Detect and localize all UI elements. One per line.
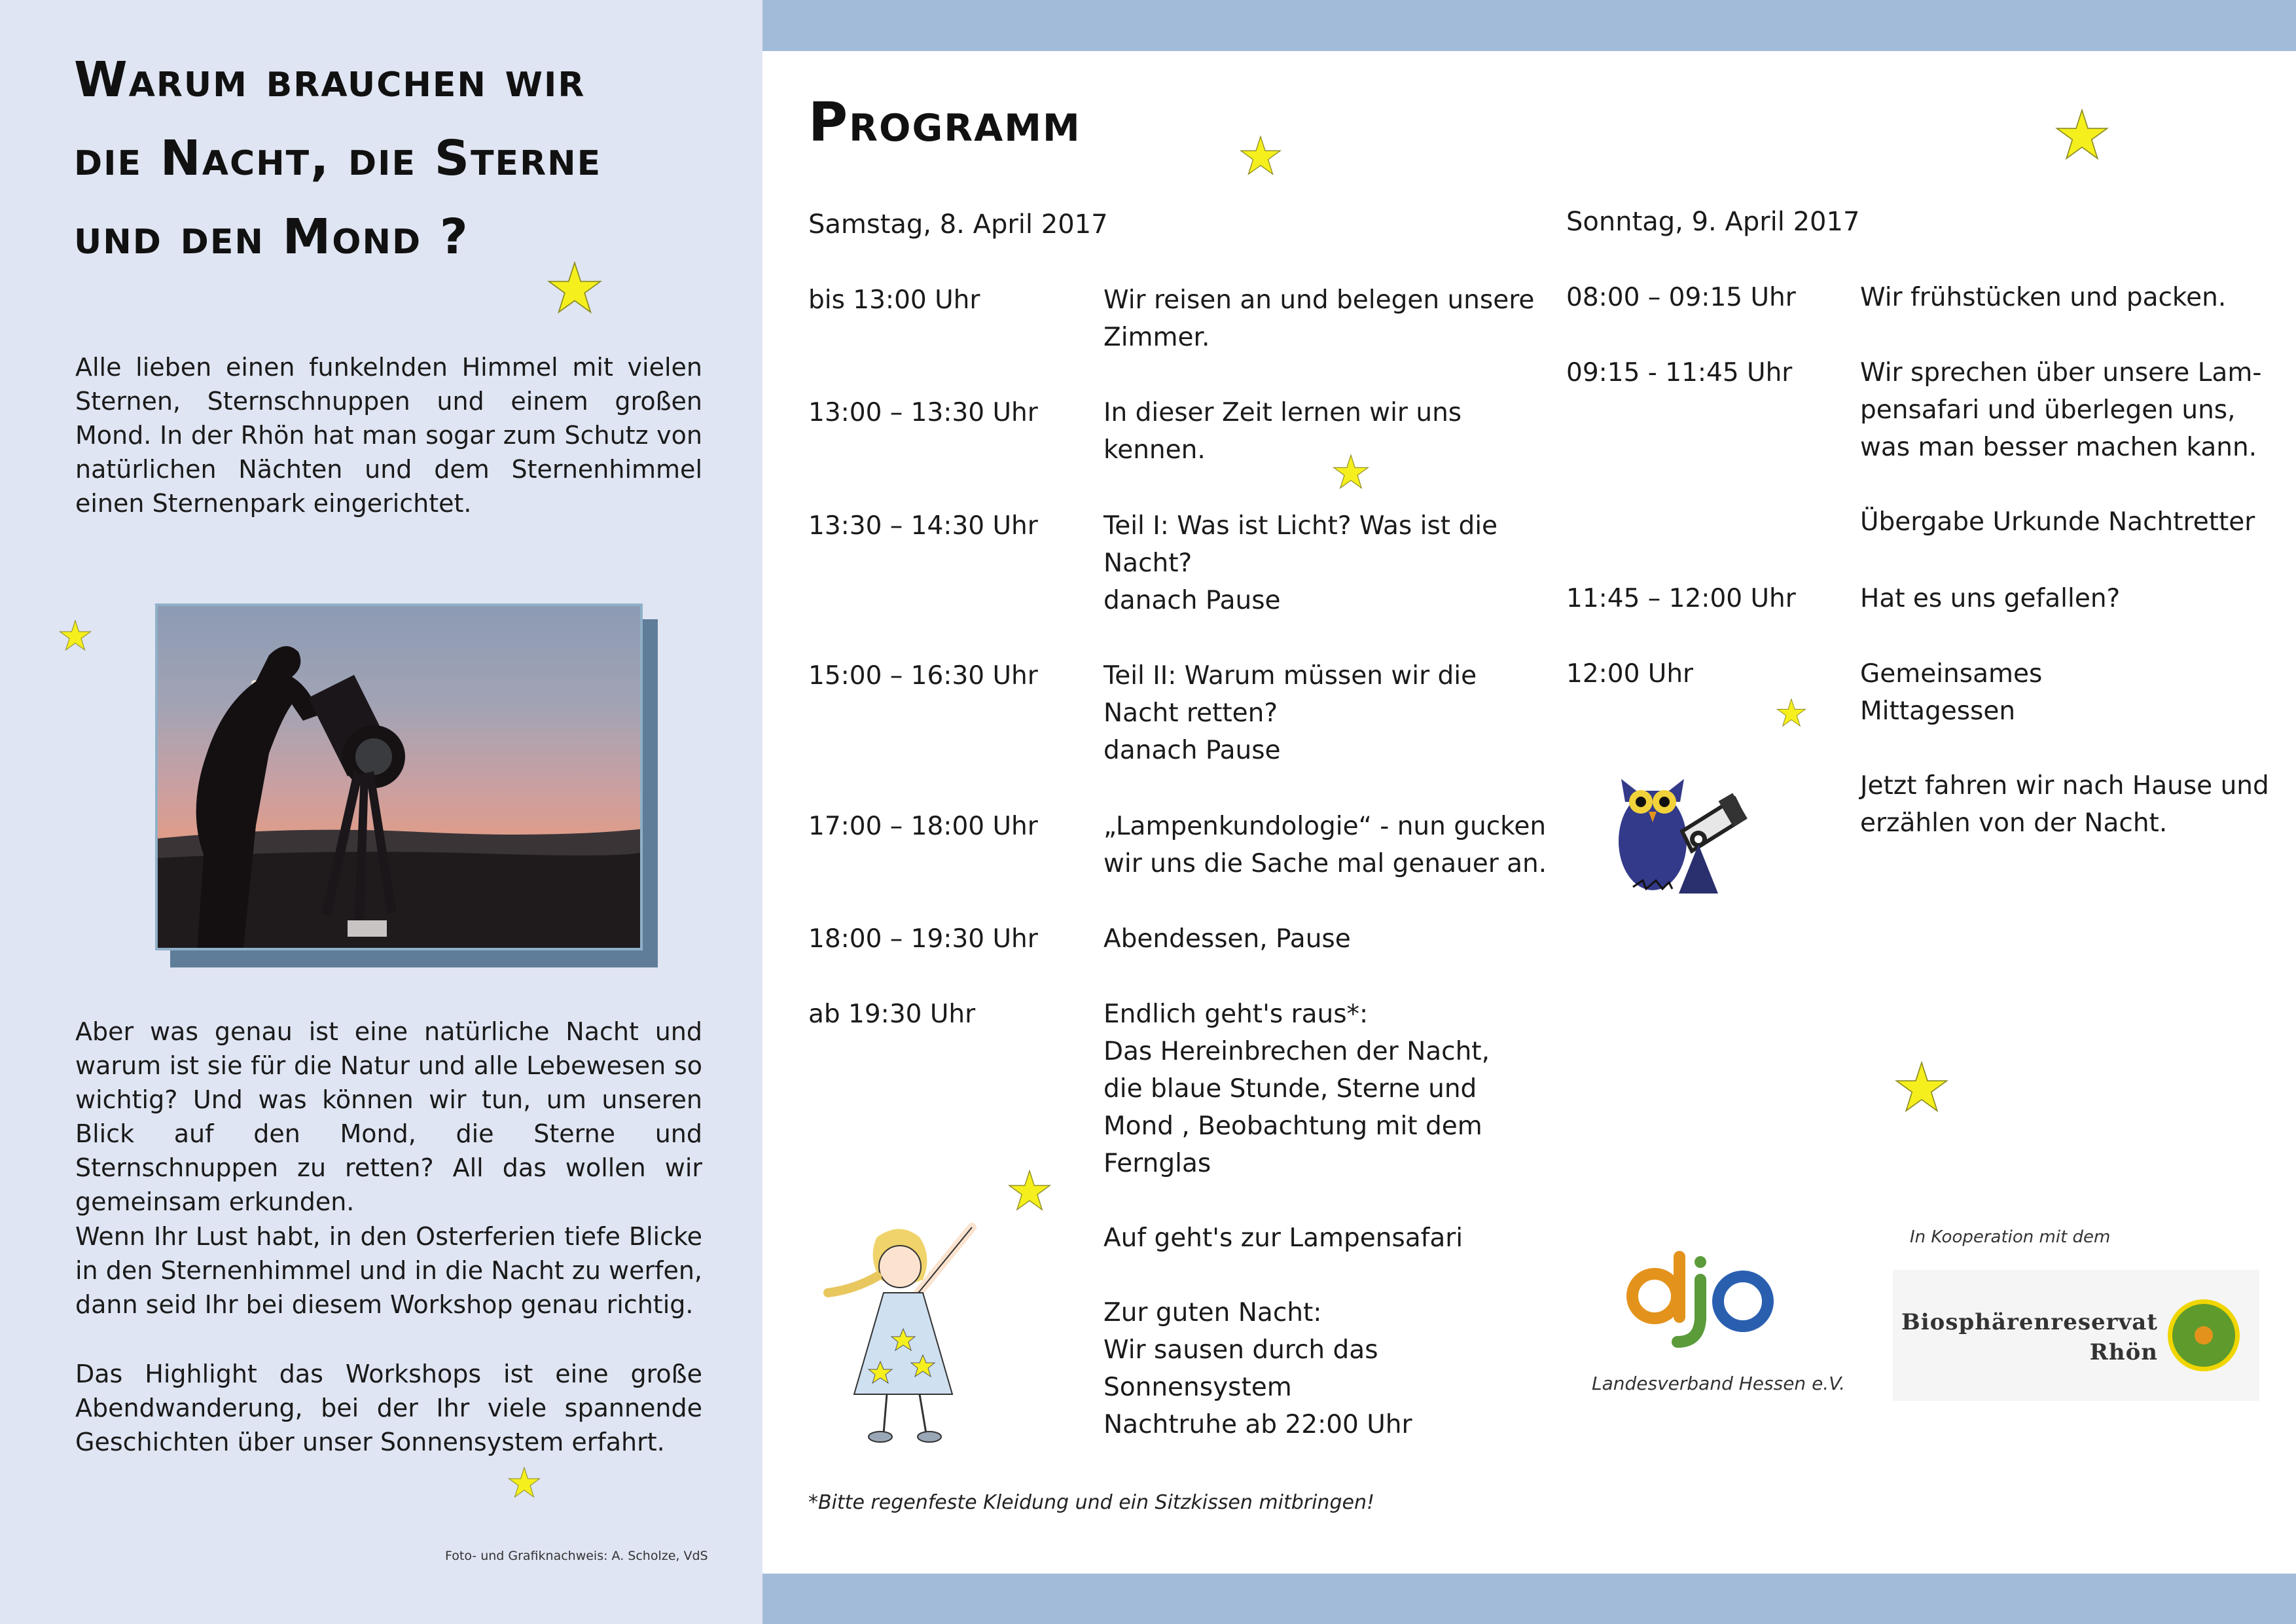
sat-text-line: die blaue Stunde, Sterne und: [1103, 1074, 1477, 1104]
question-paragraph: Aber was genau ist eine natürliche Nacht und warum ist sie für die Natur und alle Lebewesen so wichtig? Und was können wir tun, um unseren Blick auf den Mond, die Sterne und Sternschnuppen zu retten? All das wollen wir gemeinsam erkunden.: [75, 1017, 702, 1216]
sun-text-line: Wir sprechen über unsere Lam-: [1860, 358, 2262, 388]
sat-text-spacer: [1103, 1182, 1490, 1219]
star-icon: [1776, 698, 1806, 728]
sat-time-4: 15:00 – 16:30 Uhr: [808, 661, 1038, 691]
sat-text-line: Sonnensystem: [1103, 1373, 1292, 1402]
sun-time-4: 12:00 Uhr: [1566, 659, 1694, 689]
star-icon: [1895, 1060, 1948, 1114]
sat-text-line: Nacht?: [1103, 549, 1193, 578]
sat-text-line: Teil I: Was ist Licht? Was ist die: [1103, 511, 1498, 541]
footnote: *Bitte regenfeste Kleidung und ein Sitzkissen mitbringen!: [808, 1491, 1374, 1514]
sun-text-line: was man besser machen kann.: [1860, 433, 2257, 462]
sunday-heading: Sonntag, 9. April 2017: [1566, 207, 1860, 237]
sat-text-5: [1103, 808, 1547, 882]
sun-text-line: Mittagessen: [1860, 696, 2016, 726]
girl-pointing-icon: [815, 1218, 998, 1448]
sat-text-4: [1103, 657, 1477, 769]
owl-telescope-icon: [1607, 759, 1751, 898]
sun-text-line: Übergabe Urkunde Nachtretter: [1860, 507, 2255, 537]
biosphere-emblem-icon: [2168, 1299, 2240, 1371]
sat-text-line: Das Hereinbrechen der Nacht,: [1103, 1037, 1490, 1066]
star-icon: [1240, 135, 1282, 177]
sun-text-spacer: [1860, 466, 2261, 503]
sun-text-2: [1860, 354, 2261, 541]
sat-text-3: [1103, 507, 1498, 619]
sun-time-1: 08:00 – 09:15 Uhr: [1566, 283, 1796, 312]
sat-text-line: danach Pause: [1103, 586, 1281, 615]
sat-text-line: Endlich geht's raus*:: [1103, 1000, 1369, 1029]
sat-text-line: Zimmer.: [1103, 323, 1210, 352]
left-title-line: die Nacht, die Sterne: [74, 130, 602, 187]
sat-time-6: 18:00 – 19:30 Uhr: [808, 924, 1038, 954]
sat-text-6: [1103, 920, 1351, 958]
djo-logo-icon: [1622, 1244, 1779, 1348]
sat-text-line: Wir sausen durch das: [1103, 1335, 1378, 1365]
sat-text-line: Fernglas: [1103, 1149, 1211, 1178]
sun-text-3: [1860, 580, 2120, 617]
sat-text-2: [1103, 394, 1462, 469]
sat-time-7: ab 19:30 Uhr: [808, 1000, 976, 1029]
sat-text-7: [1103, 996, 1490, 1443]
left-panel: [0, 0, 762, 1624]
sat-time-3: 13:30 – 14:30 Uhr: [808, 511, 1038, 541]
sat-text-line: Auf geht's zur Lampensafari: [1103, 1223, 1463, 1253]
left-title-line: Warum brauchen wir: [74, 52, 586, 108]
sun-text-line: erzählen von der Nacht.: [1860, 808, 2168, 838]
djo-caption: Landesverband Hessen e.V.: [1592, 1373, 1846, 1394]
left-title: [74, 41, 728, 276]
biosphere-logo-text: [1901, 1307, 2158, 1367]
biosphere-emblem-dot: [2195, 1326, 2213, 1344]
sun-text-line: Wir frühstücken und packen.: [1860, 283, 2227, 312]
sat-text-line: In dieser Zeit lernen wir uns: [1103, 398, 1462, 427]
top-bar: [762, 0, 2296, 51]
sun-time-2: 09:15 - 11:45 Uhr: [1566, 358, 1793, 388]
sat-text-line: danach Pause: [1103, 736, 1281, 765]
bottom-bar: [762, 1574, 2296, 1624]
sat-time-5: 17:00 – 18:00 Uhr: [808, 812, 1038, 841]
star-icon: [59, 619, 92, 652]
sat-text-spacer: [1103, 1257, 1490, 1294]
intro-paragraph: Alle lieben einen funkelnden Himmel mit vielen Sternen, Sternschnuppen und einem großen Mond. In der Rhön hat man sogar zum Schutz von natürlichen Nächten und dem Sternenhimmel einen Sternenpark eingerichtet.: [75, 353, 702, 518]
biosphere-line: Biosphärenreservat: [1901, 1309, 2158, 1335]
sun-text-spacer: [1860, 730, 2269, 767]
star-icon: [547, 261, 602, 316]
sun-text-line: pensafari und überlegen uns,: [1860, 395, 2236, 425]
sat-text-1: [1103, 281, 1534, 356]
biosphere-line: Rhön: [2089, 1339, 2158, 1365]
sat-time-2: 13:00 – 13:30 Uhr: [808, 398, 1038, 427]
sun-text-1: [1860, 279, 2226, 316]
sun-text-line: Gemeinsames: [1860, 659, 2043, 689]
star-icon: [1333, 454, 1369, 490]
sun-time-3: 11:45 – 12:00 Uhr: [1566, 584, 1796, 613]
program-title: Programm: [808, 92, 1081, 154]
highlight-paragraph: Das Highlight das Workshops ist eine große Abendwanderung, bei der Ihr viele spannende Geschichten über unser Sonnensystem erfahrt.: [75, 1360, 702, 1456]
sat-text-line: Nachtruhe ab 22:00 Uhr: [1103, 1410, 1412, 1439]
sat-text-line: kennen.: [1103, 435, 1206, 465]
photo-credit: Foto- und Grafiknachweis: A. Scholze, VdS: [445, 1549, 708, 1563]
sat-text-line: Mond , Beobachtung mit dem: [1103, 1111, 1482, 1141]
star-icon: [1008, 1169, 1051, 1212]
sat-text-line: „Lampenkundologie“ - nun gucken: [1103, 812, 1547, 841]
telescope-photo: [155, 604, 643, 950]
biosphere-logo: [1893, 1270, 2259, 1401]
star-icon: [2055, 108, 2109, 162]
sat-text-line: Zur guten Nacht:: [1103, 1298, 1322, 1327]
sat-text-line: Teil II: Warum müssen wir die: [1103, 661, 1477, 691]
cooperation-label: In Kooperation mit dem: [1910, 1227, 2111, 1247]
invite-paragraph: Wenn Ihr Lust habt, in den Osterferien tiefe Blicke in den Sternenhimmel und in die Nacht zu werfen, dann seid Ihr bei diesem Workshop genau richtig.: [75, 1222, 702, 1319]
telescope-silhouette-icon: [158, 606, 643, 950]
sat-text-line: Abendessen, Pause: [1103, 924, 1351, 954]
left-title-line: und den Mond ?: [74, 209, 469, 265]
sat-text-line: Wir reisen an und belegen unsere: [1103, 285, 1535, 315]
sun-text-line: Hat es uns gefallen?: [1860, 584, 2121, 613]
star-icon: [508, 1466, 541, 1499]
sun-text-4: [1860, 655, 2269, 842]
sun-text-line: Jetzt fahren wir nach Hause und: [1860, 771, 2269, 801]
sat-text-line: wir uns die Sache mal genauer an.: [1103, 849, 1547, 878]
saturday-heading: Samstag, 8. April 2017: [808, 209, 1108, 240]
sat-text-line: Nacht retten?: [1103, 698, 1278, 728]
sat-time-1: bis 13:00 Uhr: [808, 285, 980, 315]
